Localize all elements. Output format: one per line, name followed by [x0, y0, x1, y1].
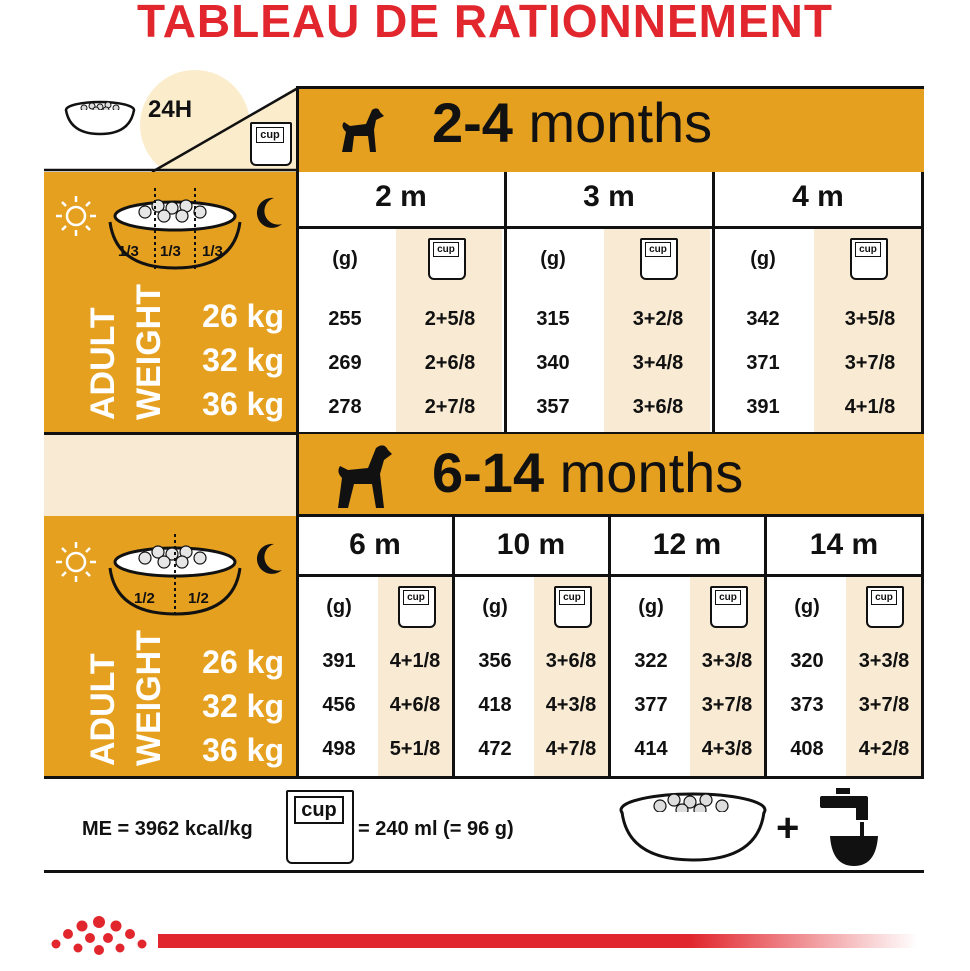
grams-cell: 278 [328, 396, 362, 418]
water-tap-icon [816, 786, 882, 870]
sun-icon [54, 194, 98, 238]
section1-col [298, 172, 506, 434]
puppy-icon [332, 102, 388, 158]
weight-row-label: 26 kg [202, 298, 284, 334]
age-column-header: 2 m [375, 180, 427, 213]
gram-unit: (g) [482, 596, 508, 618]
grams-cell: 342 [746, 308, 780, 330]
cups-cell: 4+1/8 [844, 396, 896, 418]
moon-icon [254, 542, 284, 576]
food-bowl-icon [100, 184, 250, 274]
cups-cell: 3+7/8 [858, 694, 910, 716]
age-column-header: 3 m [583, 180, 635, 213]
energy-text: ME = 3962 kcal/kg [82, 818, 253, 840]
moon-icon [254, 196, 284, 230]
cups-cell: 4+3/8 [701, 738, 753, 760]
section2-col [298, 516, 454, 776]
cups-cell: 4+6/8 [389, 694, 441, 716]
cups-cell: 3+5/8 [844, 308, 896, 330]
section-separator [44, 434, 298, 516]
weight-row-label: 26 kg [202, 644, 284, 680]
table-left-border [296, 86, 299, 778]
plus-sign: + [776, 806, 800, 850]
page-title: TABLEAU DE RATIONNEMENT [137, 0, 833, 47]
crown-logo-icon [44, 910, 154, 964]
section1-unit: months [528, 91, 713, 154]
section1-title [432, 90, 712, 155]
meal-fraction: 1/2 [188, 590, 209, 607]
section2-col [610, 516, 766, 776]
grams-cell: 371 [746, 352, 780, 374]
cups-cell: 3+3/8 [701, 650, 753, 672]
table-bottom-border [44, 776, 924, 779]
cups-cell: 3+3/8 [858, 650, 910, 672]
cups-cell: 4+1/8 [389, 650, 441, 672]
weight-row-label: 36 kg [202, 732, 284, 768]
daily-ration-header [44, 86, 298, 172]
grams-cell: 373 [790, 694, 824, 716]
grams-cell: 472 [478, 738, 512, 760]
section1-col [506, 172, 714, 434]
grams-cell: 377 [634, 694, 668, 716]
gram-unit: (g) [540, 248, 566, 270]
grams-cell: 356 [478, 650, 512, 672]
cups-cell: 3+7/8 [701, 694, 753, 716]
daily-label: 24H [148, 96, 193, 123]
grams-cell: 322 [634, 650, 668, 672]
grams-cell: 408 [790, 738, 824, 760]
cups-cell: 3+2/8 [632, 308, 684, 330]
grams-cell: 315 [536, 308, 570, 330]
grams-cell: 418 [478, 694, 512, 716]
section1-col [714, 172, 924, 434]
cup-equivalence-text: = 240 ml (= 96 g) [358, 818, 514, 840]
age-column-header: 14 m [809, 528, 879, 561]
cup-icon: cup [710, 586, 748, 628]
section1-range: 2-4 [432, 91, 513, 154]
grams-cell: 320 [790, 650, 824, 672]
dog-icon [332, 438, 398, 512]
grams-cell: 391 [322, 650, 356, 672]
cups-cell: 3+7/8 [844, 352, 896, 374]
grams-cell: 269 [328, 352, 362, 374]
section2-title [432, 440, 743, 505]
gram-unit: (g) [794, 596, 820, 618]
cups-cell: 4+3/8 [545, 694, 597, 716]
grams-cell: 357 [536, 396, 570, 418]
gram-unit: (g) [326, 596, 352, 618]
cups-cell: 5+1/8 [389, 738, 441, 760]
table-top-border [296, 86, 924, 89]
cups-cell: 2+5/8 [424, 308, 476, 330]
age-column-header: 12 m [652, 528, 722, 561]
grams-cell: 255 [328, 308, 362, 330]
grams-cell: 340 [536, 352, 570, 374]
weight-label: WEIGHT [130, 630, 168, 766]
adult-label: ADULT [84, 307, 122, 420]
cups-cell: 3+4/8 [632, 352, 684, 374]
section2-col [766, 516, 924, 776]
weight-label: WEIGHT [130, 284, 168, 420]
cup-icon: cup [866, 586, 904, 628]
weight-row-label: 32 kg [202, 342, 284, 378]
gram-unit: (g) [638, 596, 664, 618]
grams-cell: 498 [322, 738, 356, 760]
age-column-header: 10 m [496, 528, 566, 561]
cup-icon: cup [428, 238, 466, 280]
grams-cell: 414 [634, 738, 668, 760]
age-column-header: 4 m [792, 180, 844, 213]
footer-divider [44, 870, 924, 873]
gram-unit: (g) [332, 248, 358, 270]
brand-red-bar [158, 934, 918, 948]
weight-row-label: 36 kg [202, 386, 284, 422]
meal-fraction: 1/3 [118, 243, 139, 260]
section2-range: 6-14 [432, 441, 545, 504]
section2-col [454, 516, 610, 776]
cup-icon: cup [286, 790, 354, 864]
cup-icon: cup [850, 238, 888, 280]
age-column-header: 6 m [349, 528, 401, 561]
grams-cell: 456 [322, 694, 356, 716]
cup-icon: cup [398, 586, 436, 628]
cup-icon: cup [250, 122, 292, 166]
section2-unit: months [559, 441, 744, 504]
cup-icon: cup [554, 586, 592, 628]
adult-label: ADULT [84, 653, 122, 766]
weight-row-label: 32 kg [202, 688, 284, 724]
cups-cell: 2+6/8 [424, 352, 476, 374]
meal-fraction: 1/2 [134, 590, 155, 607]
gram-unit: (g) [750, 248, 776, 270]
meal-fraction: 1/3 [202, 243, 223, 260]
bowl-icon [616, 788, 770, 864]
grams-cell: 391 [746, 396, 780, 418]
cups-cell: 2+7/8 [424, 396, 476, 418]
cups-cell: 3+6/8 [632, 396, 684, 418]
food-bowl-icon [100, 530, 250, 620]
cups-cell: 4+2/8 [858, 738, 910, 760]
cups-cell: 3+6/8 [545, 650, 597, 672]
cups-cell: 4+7/8 [545, 738, 597, 760]
sun-icon [54, 540, 98, 584]
meal-fraction: 1/3 [160, 243, 181, 260]
cup-icon: cup [640, 238, 678, 280]
